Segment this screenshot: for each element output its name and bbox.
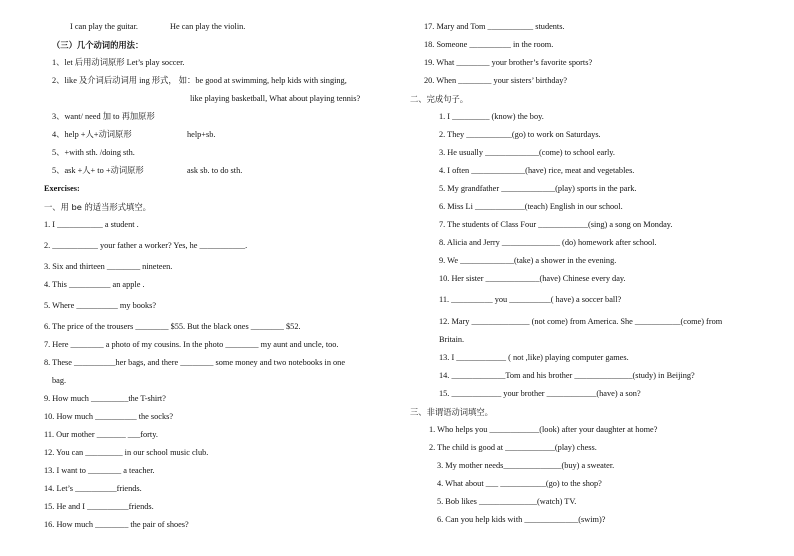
section3-title: 三、非谓语动词填空。 xyxy=(410,407,493,417)
exercises-label: Exercises: xyxy=(44,184,80,193)
usage-2-cont: like playing basketball, What about playing tennis? xyxy=(190,94,361,103)
exercise-item: 8. These __________her bags, and there ________ some money and two notebooks in one xyxy=(44,358,346,367)
exercise-item: 19. What ________ your brother’s favorite sports? xyxy=(424,58,593,67)
exercise-item: 9. How much _________the T-shirt? xyxy=(44,394,166,403)
sentence-item: 13. I ____________ ( not ,like) playing computer games. xyxy=(439,353,629,362)
exercise-item-cont: bag. xyxy=(52,376,67,385)
sentence-item: 7. The students of Class Four ____________(sing) a song on Monday. xyxy=(439,220,673,229)
nonfinite-item: 6. Can you help kids with _____________(swim)? xyxy=(437,515,606,524)
exercise-item: 15. He and I __________friends. xyxy=(44,502,154,511)
exercise-item: 12. You can _________ in our school music club. xyxy=(44,448,209,457)
usage-4-example: help+sb. xyxy=(187,130,216,139)
sentence-item: 3. He usually _____________(come) to school early. xyxy=(439,148,615,157)
exercise-item: 17. Mary and Tom ___________ students. xyxy=(424,22,565,31)
exercise-item: 5. Where __________ my books? xyxy=(44,301,157,310)
exercise-item: 10. How much __________ the socks? xyxy=(44,412,174,421)
exercise-item: 16. How much ________ the pair of shoes? xyxy=(44,520,189,529)
exercise-item: 7. Here ________ a photo of my cousins. In the photo ________ my aunt and uncle, too. xyxy=(44,340,339,349)
usage-5: 5、+with sth. /doing sth. xyxy=(52,148,135,157)
sentence-item: 12. Mary ______________ (not come) from America. She ___________(come) from xyxy=(439,317,723,326)
example-violin: He can play the violin. xyxy=(170,22,246,31)
usage-1: 1、let 后用动词原形 Let’s play soccer. xyxy=(52,58,185,67)
sentence-item: 10. Her sister _____________(have) Chinese every day. xyxy=(439,274,626,283)
sentence-item: 4. I often _____________(have) rice, meat and vegetables. xyxy=(439,166,635,175)
exercise-item: 1. I ___________ a student . xyxy=(44,220,139,229)
sentence-item-cont: Britain. xyxy=(439,335,465,344)
example-guitar: I can play the guitar. xyxy=(70,22,138,31)
nonfinite-item: 3. My mother needs______________(buy) a sweater. xyxy=(437,461,615,470)
sentence-item: 5. My grandfather _____________(play) sports in the park. xyxy=(439,184,637,193)
nonfinite-item: 1. Who helps you ____________(look) after your daughter at home? xyxy=(429,425,658,434)
section1-title: 一、用 be 的适当形式填空。 xyxy=(44,202,151,212)
usage-3: 3、want/ need 加 to 再加原形 xyxy=(52,112,155,121)
sentence-item: 1. I _________ (know) the boy. xyxy=(439,112,544,121)
exercise-item: 3. Six and thirteen ________ nineteen. xyxy=(44,262,173,271)
sentence-item: 6. Miss Li ____________(teach) English in our school. xyxy=(439,202,623,211)
usage-6: 5、ask +人+ to +动词原形 xyxy=(52,166,144,175)
sentence-item: 11. __________ you __________( have) a soccer ball? xyxy=(439,295,622,304)
usage-heading: （三）几个动词的用法： xyxy=(52,40,144,50)
section2-title: 二、完成句子。 xyxy=(410,94,469,104)
sentence-item: 8. Alicia and Jerry ______________ (do) homework after school. xyxy=(439,238,657,247)
exercise-item: 20. When ________ your sisters’ birthday? xyxy=(424,76,568,85)
sentence-item: 9. We _____________(take) a shower in the evening. xyxy=(439,256,617,265)
nonfinite-item: 2. The child is good at ____________(play) chess. xyxy=(429,443,597,452)
usage-4: 4、help +人+动词原形 xyxy=(52,130,132,139)
nonfinite-item: 5. Bob likes ______________(watch) TV. xyxy=(437,497,577,506)
sentence-item: 15. ____________ your brother ____________(have) a son? xyxy=(439,389,641,398)
exercise-item: 6. The price of the trousers ________ $55. But the black ones ________ $52. xyxy=(44,322,301,331)
sentence-item: 2. They ___________(go) to work on Saturdays. xyxy=(439,130,601,139)
exercise-item: 2. ___________ your father a worker? Yes, he ___________. xyxy=(44,241,248,250)
nonfinite-item: 4. What about ___ ___________(go) to the shop? xyxy=(437,479,602,488)
exercise-item: 18. Someone __________ in the room. xyxy=(424,40,554,49)
exercise-item: 11. Our mother _______ ___forty. xyxy=(44,430,158,439)
exercise-item: 14. Let’s __________friends. xyxy=(44,484,142,493)
exercise-item: 4. This __________ an apple . xyxy=(44,280,145,289)
exercise-item: 13. I want to ________ a teacher. xyxy=(44,466,155,475)
usage-2: 2、like 及介词后动词用 ing 形式， 如：be good at swimming, help kids with singing, xyxy=(52,76,347,85)
sentence-item: 14. _____________Tom and his brother ______________(study) in Beijing? xyxy=(439,371,695,380)
usage-6-example: ask sb. to do sth. xyxy=(187,166,243,175)
